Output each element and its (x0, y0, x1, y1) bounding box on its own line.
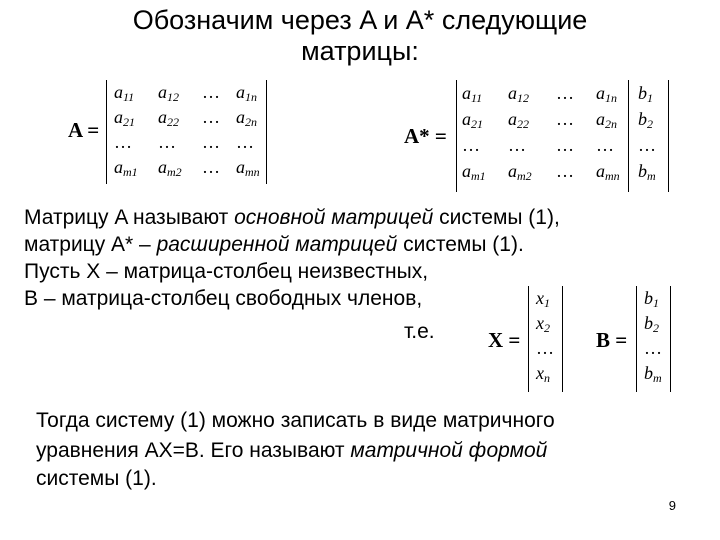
vector-x-label: X = (488, 328, 521, 352)
text: Матрицу A называют (24, 206, 235, 229)
matrix-a-cell: … (202, 157, 220, 177)
vector-x-cell: $x_2$ (536, 313, 550, 335)
matrix-a-star-cell: $a_{21}$ (462, 109, 483, 131)
matrix-a-star-cell: $a_{m1}$ (462, 161, 486, 183)
matrix-a-star-cell: … (556, 135, 574, 155)
vector-b-label: B = (596, 328, 628, 352)
heading-line-1: Обозначим через A и A* следующие (132, 5, 588, 35)
matrix-a-star-cell: $a_{mn}$ (596, 161, 620, 183)
matrix-a-star-label: A* = (404, 124, 447, 148)
matrix-a-star-cell: $a_{2n}$ (596, 109, 617, 131)
matrix-a-cell: … (158, 132, 176, 152)
matrix-a-star-cell: … (556, 161, 574, 181)
vector-x-cell: … (536, 338, 554, 358)
matrix-a-star-cell: $a_{11}$ (462, 83, 483, 105)
matrix-a-cell: $a_{21}$ (114, 107, 135, 129)
matrix-a-cell: … (114, 132, 132, 152)
emphasis: матричной формой (350, 439, 548, 462)
matrix-a-star-cell: $a_{22}$ (508, 109, 529, 131)
vector-x-cell: $x_n$ (536, 363, 550, 385)
matrix-a-cell: … (236, 132, 254, 152)
vector-x-left-bar (528, 286, 529, 392)
matrix-a-star-cell: $b_1$ (638, 83, 653, 105)
vector-x-right-bar (562, 286, 563, 392)
page-number: 9 (668, 498, 676, 513)
vector-b-left-bar (636, 286, 637, 392)
matrix-a-cell: $a_{1n}$ (236, 82, 257, 104)
paragraph-line-2 (24, 232, 524, 258)
matrix-a-star-cell: … (462, 135, 480, 155)
emphasis: расширенной матрицей (156, 233, 398, 256)
matrix-a-cell: $a_{m1}$ (114, 157, 138, 179)
paragraph-line-5: т.е. (404, 320, 435, 343)
matrix-a-cell: $a_{11}$ (114, 82, 135, 104)
text: системы (1), (433, 206, 560, 229)
closing-line-3: системы (1). (36, 467, 157, 490)
matrix-a-star-cell: $b_m$ (638, 161, 656, 183)
closing-line-2 (36, 438, 547, 464)
matrix-a-cell: $a_{2n}$ (236, 107, 257, 129)
heading-line-2: матрицы: (301, 36, 419, 66)
matrix-a-star-left-bar (456, 80, 457, 192)
paragraph-line-1 (24, 205, 560, 231)
matrix-a-cell: … (202, 82, 220, 102)
vector-b-cell: … (644, 338, 662, 358)
matrix-a-right-bar (266, 80, 267, 184)
closing-line-1: Тогда систему (1) можно записать в виде матричного (36, 409, 555, 432)
matrix-a-cell: $a_{m2}$ (158, 157, 182, 179)
vector-b-right-bar (670, 286, 671, 392)
matrix-a-cell: … (202, 107, 220, 127)
paragraph-line-4: B – матрица-столбец свободных членов, (24, 287, 423, 310)
text: матрицу A* – (24, 233, 157, 256)
matrix-a-star-cell: $a_{m2}$ (508, 161, 532, 183)
matrix-a-star-cell: … (508, 135, 526, 155)
emphasis: основной матрицей (234, 206, 434, 229)
matrix-a-star-right-bar (668, 80, 669, 192)
vector-x-cell: $x_1$ (536, 288, 550, 310)
matrix-a-left-bar (106, 80, 107, 184)
matrix-a-star-cell: … (556, 109, 574, 129)
matrix-a-label: A = (68, 118, 100, 142)
matrix-a-cell: $a_{22}$ (158, 107, 179, 129)
matrix-a-star-cell: $a_{1n}$ (596, 83, 617, 105)
matrix-a-star-cell: … (556, 83, 574, 103)
matrix-a-star-cell: $b_2$ (638, 109, 653, 131)
matrix-a-star-divider (628, 80, 629, 192)
text: уравнения AX=B. Его называют (36, 439, 351, 462)
matrix-a-star-cell: … (596, 135, 614, 155)
matrix-a-cell: … (202, 132, 220, 152)
text: системы (1). (397, 233, 524, 256)
matrix-a-star-cell: … (638, 135, 656, 155)
matrix-a-star-cell: $a_{12}$ (508, 83, 529, 105)
paragraph-line-3: Пусть X – матрица-столбец неизвестных, (24, 260, 429, 283)
matrix-a-cell: $a_{mn}$ (236, 157, 260, 179)
vector-b-cell: $b_2$ (644, 313, 659, 335)
matrix-a-cell: $a_{12}$ (158, 82, 179, 104)
vector-b-cell: $b_m$ (644, 363, 662, 385)
vector-b-cell: $b_1$ (644, 288, 659, 310)
